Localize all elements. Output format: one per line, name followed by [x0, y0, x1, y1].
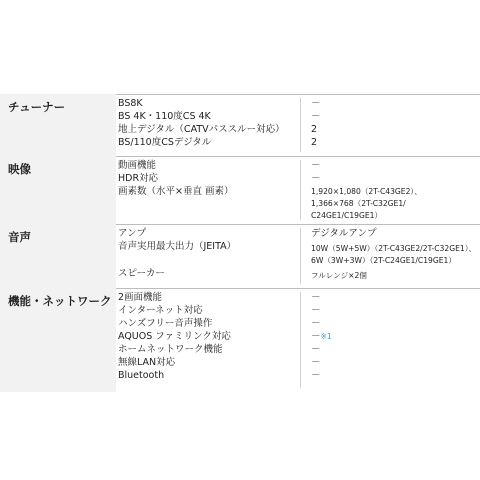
spec-value: デジタルアンプ	[311, 228, 377, 239]
spec-value: フルレンジ×2個	[311, 271, 367, 280]
category-tuner: チューナー	[0, 94, 112, 156]
category-video: 映像	[0, 156, 112, 224]
spec-label: アンプ	[118, 228, 147, 239]
spec-value: －	[311, 344, 321, 355]
spec-value: 6W（3W+3W）（2T-C24GE1/C19GE1）	[311, 256, 456, 265]
spec-label: 2画面機能	[118, 292, 163, 303]
section-tuner	[0, 94, 480, 156]
category-network: 機能・ネットワーク	[0, 288, 112, 392]
spec-label: インターネット対応	[118, 305, 203, 316]
spec-value: －※1	[311, 331, 332, 342]
spec-label: 地上デジタル（CATVパススルー対応）	[118, 124, 285, 135]
section-network	[0, 288, 480, 392]
spec-label: 画素数（水平×垂直 画素）	[118, 186, 234, 197]
spec-label: BS/110度CSデジタル	[118, 137, 212, 148]
spec-value: －	[311, 292, 321, 303]
spec-label: HDR対応	[118, 173, 159, 184]
spec-value: －	[311, 111, 321, 122]
spec-value: －	[311, 357, 321, 368]
spec-value: －	[311, 318, 321, 329]
spec-value: 2	[311, 124, 318, 135]
spec-label: ホームネットワーク機能	[118, 344, 223, 355]
spec-value: 2	[311, 137, 318, 148]
footnote-link[interactable]: ※1	[320, 332, 332, 341]
category-audio: 音声	[0, 224, 112, 288]
spec-label: BS 4K・110度CS 4K	[118, 111, 211, 122]
spec-value: －	[311, 370, 321, 381]
spec-label: ハンズフリー音声操作	[118, 318, 213, 329]
spec-value: －	[311, 173, 321, 184]
spec-value: 1,366×768（2T-C32GE1/	[311, 199, 406, 208]
spec-value: －	[311, 98, 321, 109]
spec-label: 無線LAN対応	[118, 357, 176, 368]
spec-value: 10W（5W+5W）（2T-C43GE2/2T-C32GE1）、	[311, 244, 477, 253]
spec-label: Bluetooth	[118, 370, 165, 381]
spec-value: C24GE1/C19GE1）	[311, 211, 383, 220]
section-audio	[0, 224, 480, 288]
spec-label: スピーカー	[118, 268, 165, 279]
spec-value: 1,920×1,080（2T-C43GE2）、	[311, 187, 422, 196]
spec-label: AQUOS ファミリンク対応	[118, 331, 231, 342]
spec-label: 音声実用最大出力（JEITA）	[118, 241, 237, 252]
spec-label: BS8K	[118, 98, 143, 109]
section-video	[0, 156, 480, 224]
spec-label: 動画機能	[118, 160, 157, 171]
spec-value: －	[311, 160, 321, 171]
spec-value: －	[311, 305, 321, 316]
